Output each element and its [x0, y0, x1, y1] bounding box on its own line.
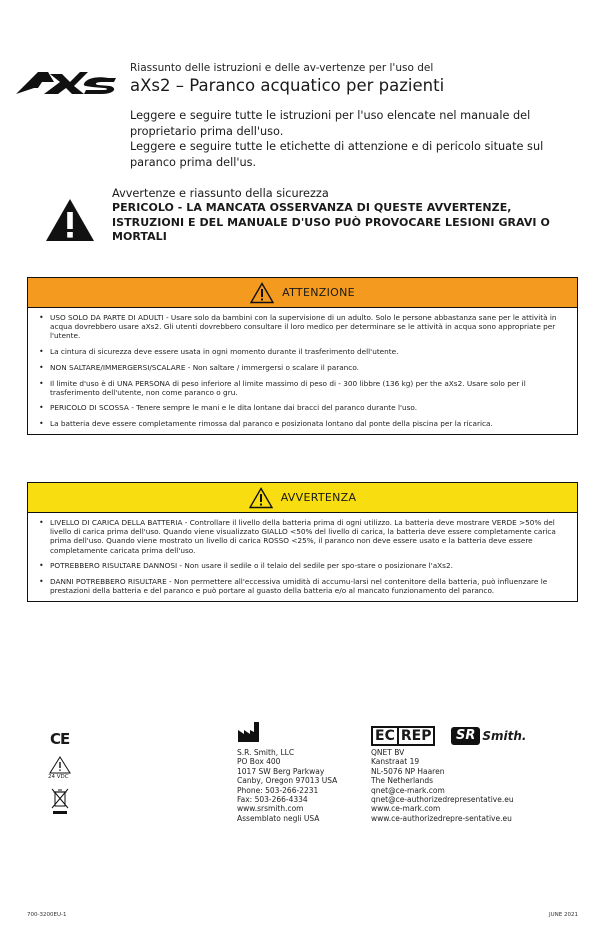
list-item: • PERICOLO DI SCOSSA - Tenere sempre le mani e le dita lontane dai bracci del paranco durante l'uso. [50, 403, 569, 412]
danger-text: PERICOLO - LA MANCATA OSSERVANZA DI QUESTE AVVERTENZE, ISTRUZIONI E DEL MANUALE D'USO PUÒ PROVOCARE LESIONI GRAVI O MORTALI [112, 201, 550, 243]
attenzione-header [28, 278, 577, 308]
list-item: • Il limite d'uso è di UNA PERSONA di peso inferiore al limite massimo di peso di - 300 libbre (136 kg) per the aXs2. Usare solo per il trasferimento dell'utente, non come paranco o gru. [50, 379, 569, 397]
list-item: • NON SALTARE/IMMERGERSI/SCALARE - Non saltare / immergersi o scalare il paranco. [50, 363, 569, 372]
danger-statement [112, 187, 587, 245]
eu-representative-address: QNET BV Kanstraat 19 NL-5076 NP Haaren The Netherlands qnet@ce-mark.com qnet@ce-authorizedrepresentative.eu www.ce-mark.com www.ce-authorizedrepre-sentative.eu [371, 748, 514, 823]
attenzione-box [27, 277, 578, 435]
header-subtitle: Riassunto delle istruzioni e delle av-vertenze per l'uso del [130, 62, 434, 74]
list-item: • USO SOLO DA PARTE DI ADULTI - Usare solo da bambini con la supervisione di un adulto. Solo le persone abbastanza sane per le attività in acqua dovrebbero usare aXs2. Gli utenti dovrebbero consultare il loro medico per determinare se le attività in acqua sono appropriate per l'utente. [50, 313, 569, 341]
voltage-label: 24 VDC [48, 774, 69, 780]
danger-heading: Avvertenze e riassunto della sicurezza [112, 187, 329, 200]
list-item: • DANNI POTREBBERO RISULTARE - Non permettere all'eccessiva umidità di accumu-larsi nel contenitore della batteria, può influenzare le prestazioni della batteria e del paranco e può portare al guasto della batteria e/o al mancato funzionamento del paranco. [50, 577, 569, 595]
avvertenza-box [27, 482, 578, 602]
ce-mark: CE [50, 730, 70, 748]
avvertenza-list [28, 513, 577, 601]
caution-triangle-icon [250, 282, 274, 304]
manufacturer-address: S.R. Smith, LLC PO Box 400 1017 SW Berg Parkway Canby, Oregon 97013 USA Phone: 503-266-2231 Fax: 503-266-4334 www.srsmith.com Assemblato negli USA [237, 748, 338, 823]
intro-paragraph: Leggere e seguire tutte le istruzioni per l'uso elencate nel manuale del proprietario prima dell'uso. [130, 109, 531, 138]
caution-triangle-icon [249, 487, 273, 509]
attenzione-title: ATTENZIONE [282, 286, 355, 299]
weee-bin-icon [51, 787, 69, 815]
intro-paragraph: Leggere e seguire tutte le etichette di attenzione e di pericolo situate sul paranco prima dell'us. [130, 140, 544, 169]
caution-symbol-icon [49, 756, 71, 774]
ec-label: EC [373, 728, 399, 744]
warning-triangle-icon [44, 197, 96, 243]
avvertenza-header [28, 483, 577, 513]
intro-text [130, 108, 585, 170]
page-title: aXs2 – Paranco acquatico per pazienti [130, 76, 445, 95]
document-number: 700-3200EU-1 [27, 912, 67, 918]
ec-rep-mark [371, 726, 435, 746]
sr-smith-logo [451, 726, 526, 746]
sr-badge: SR [451, 727, 480, 745]
avvertenza-title: AVVERTENZA [280, 491, 357, 504]
rep-label: REP [400, 728, 432, 744]
axs-logo [14, 68, 118, 96]
list-item: • La cintura di sicurezza deve essere usata in ogni momento durante il trasferimento dell'utente. [50, 347, 569, 356]
manufacturer-icon [237, 721, 261, 743]
smith-wordmark: Smith. [482, 729, 527, 743]
list-item: • POTREBBERO RISULTARE DANNOSI - Non usare il sedile o il telaio del sedile per spo-stare o posizionare l'aXs2. [50, 561, 569, 570]
list-item: • LIVELLO DI CARICA DELLA BATTERIA - Controllare il livello della batteria prima di ogni utilizzo. La batteria deve mostrare VERDE >50% del livello di carica prima dell'uso. Quando viene visualizzato GIALLO <50% del livello di carica, la batteria deve essere completamente carica prima dell'uso. Quando viene mostrato un livello di carica ROSSO <25%, il paranco non deve essere usato e la batteria deve essere completamente caricata prima dell'uso. [50, 518, 569, 555]
document-date: JUNE 2021 [549, 912, 578, 918]
list-item: • La batteria deve essere completamente rimossa dal paranco e posizionata lontano dal ponte della piscina per la ricarica. [50, 419, 569, 428]
attenzione-list [28, 308, 577, 434]
